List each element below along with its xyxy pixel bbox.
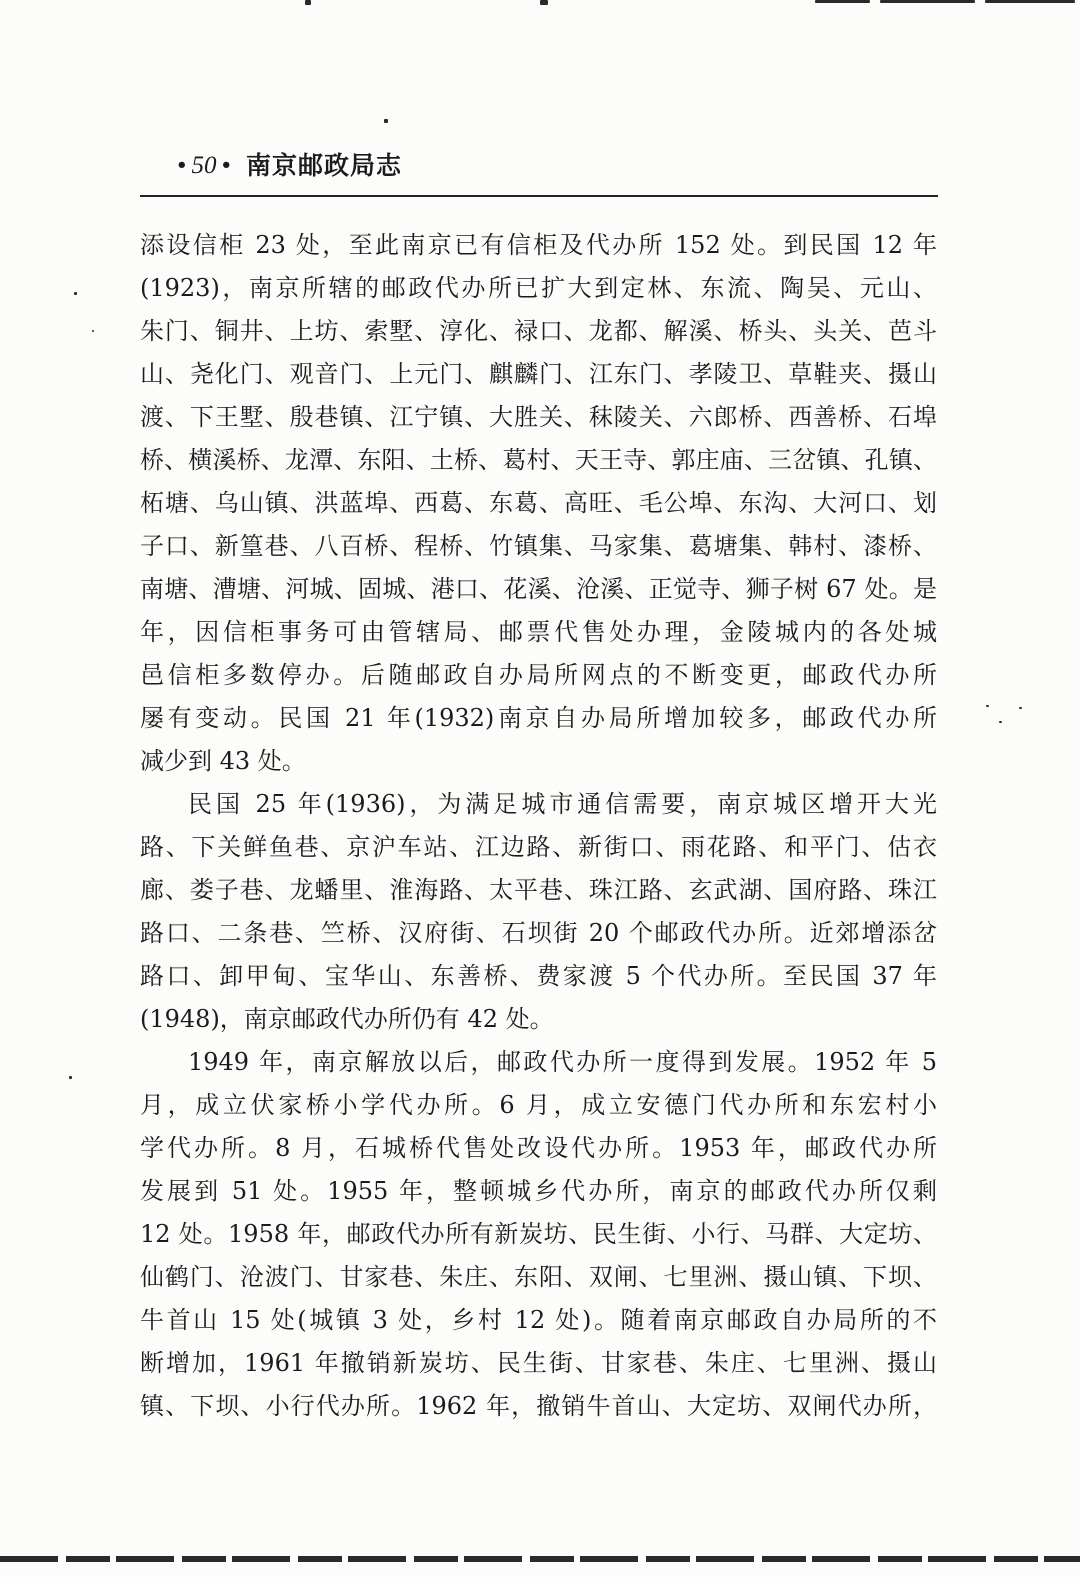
scan-speck <box>986 705 989 707</box>
page-number: 50 <box>191 152 217 179</box>
scan-bottom-edge <box>0 1556 1080 1562</box>
text-line: 邑信柜多数停办。后随邮政自办局所网点的不断变更，邮政代办所 <box>140 661 937 689</box>
text-line: (1948)，南京邮政代办所仍有 42 处。 <box>140 1005 554 1033</box>
scan-speck <box>92 330 94 332</box>
scan-speck <box>999 721 1002 723</box>
text-line: 路、下关鲜鱼巷、京沪车站、江边路、新街口、雨花路、和平门、估衣 <box>140 833 937 861</box>
scan-edge-mark <box>880 0 975 3</box>
page-bullet: • <box>220 155 233 176</box>
text-line: 山、尧化门、观音门、上元门、麒麟门、江东门、孝陵卫、草鞋夹、摄山 <box>140 360 937 388</box>
scan-speck <box>1019 707 1022 709</box>
scan-speck <box>305 0 311 5</box>
paragraph <box>140 224 937 783</box>
scan-speck <box>74 292 77 295</box>
text-line: 路口、二条巷、竺桥、汉府街、石坝街 20 个邮政代办所。近郊增添岔 <box>140 919 937 947</box>
text-line: 子口、新篁巷、八百桥、程桥、竹镇集、马家集、葛塘集、韩村、漆桥、 <box>140 532 937 560</box>
text-line: (1923)，南京所辖的邮政代办所已扩大到定林、东流、陶吴、元山、 <box>140 274 937 302</box>
text-line: 廊、娄子巷、龙蟠里、淮海路、太平巷、珠江路、玄武湖、国府路、珠江 <box>140 876 937 904</box>
text-line: 年，因信柜事务可由管辖局、邮票代售处办理，金陵城内的各处城 <box>140 618 937 646</box>
text-line: 桥、横溪桥、龙潭、东阳、土桥、葛村、天王寺、郭庄庙、三岔镇、孔镇、 <box>140 446 937 474</box>
text-line: 路口、卸甲甸、宝华山、东善桥、费家渡 5 个代办所。至民国 37 年 <box>140 962 937 990</box>
body-text <box>140 224 937 1428</box>
text-line: 柘塘、乌山镇、洪蓝埠、西葛、东葛、高旺、毛公埠、东沟、大河口、划 <box>140 489 937 517</box>
text-line: 断增加，1961 年撤销新炭坊、民生街、甘家巷、朱庄、七里洲、摄山 <box>140 1349 937 1377</box>
text-line: 民国 25 年(1936)，为满足城市通信需要，南京城区增开大光 <box>188 790 937 818</box>
scan-speck <box>69 1076 72 1079</box>
text-line: 仙鹤门、沧波门、甘家巷、朱庄、东阳、双闸、七里洲、摄山镇、下坝、 <box>140 1263 937 1291</box>
text-line: 学代办所。8 月，石城桥代售处改设代办所。1953 年，邮政代办所 <box>140 1134 937 1162</box>
text-line: 南塘、漕塘、河城、固城、港口、花溪、沧溪、正觉寺、狮子树 67 处。是 <box>140 575 937 603</box>
text-line: 渡、下王墅、殷巷镇、江宁镇、大胜关、秣陵关、六郎桥、西善桥、石埠 <box>140 403 937 431</box>
scan-speck <box>540 0 548 5</box>
paragraph <box>140 1041 937 1428</box>
page-bullet: • <box>176 155 188 176</box>
scan-edge-mark <box>815 0 870 3</box>
running-header <box>172 148 402 184</box>
scan-edge-mark <box>985 0 1075 3</box>
text-line: 朱门、铜井、上坊、索墅、淳化、禄口、龙都、解溪、桥头、头关、芭斗 <box>140 317 937 345</box>
running-title: 南京邮政局志 <box>246 151 403 180</box>
text-line: 减少到 43 处。 <box>140 747 306 775</box>
text-line: 发展到 51 处。1955 年，整顿城乡代办所，南京的邮政代办所仅剩 <box>140 1177 937 1205</box>
text-line: 1949 年，南京解放以后，邮政代办所一度得到发展。1952 年 5 <box>188 1048 937 1076</box>
text-line: 添设信柜 23 处，至此南京已有信柜及代办所 152 处。到民国 12 年 <box>140 231 937 259</box>
scan-speck <box>384 119 388 123</box>
text-line: 屡有变动。民国 21 年(1932)南京自办局所增加较多，邮政代办所 <box>140 704 937 732</box>
text-line: 牛首山 15 处(城镇 3 处，乡村 12 处)。随着南京邮政自办局所的不 <box>140 1306 937 1334</box>
text-line: 12 处。1958 年，邮政代办所有新炭坊、民生街、小行、马群、大定坊、 <box>140 1220 937 1248</box>
text-line: 月，成立伏家桥小学代办所。6 月，成立安德门代办所和东宏村小 <box>140 1091 937 1119</box>
header-rule <box>140 195 938 197</box>
text-line: 镇、下坝、小行代办所。1962 年，撤销牛首山、大定坊、双闸代办所， <box>140 1392 937 1420</box>
paragraph <box>140 783 937 1041</box>
